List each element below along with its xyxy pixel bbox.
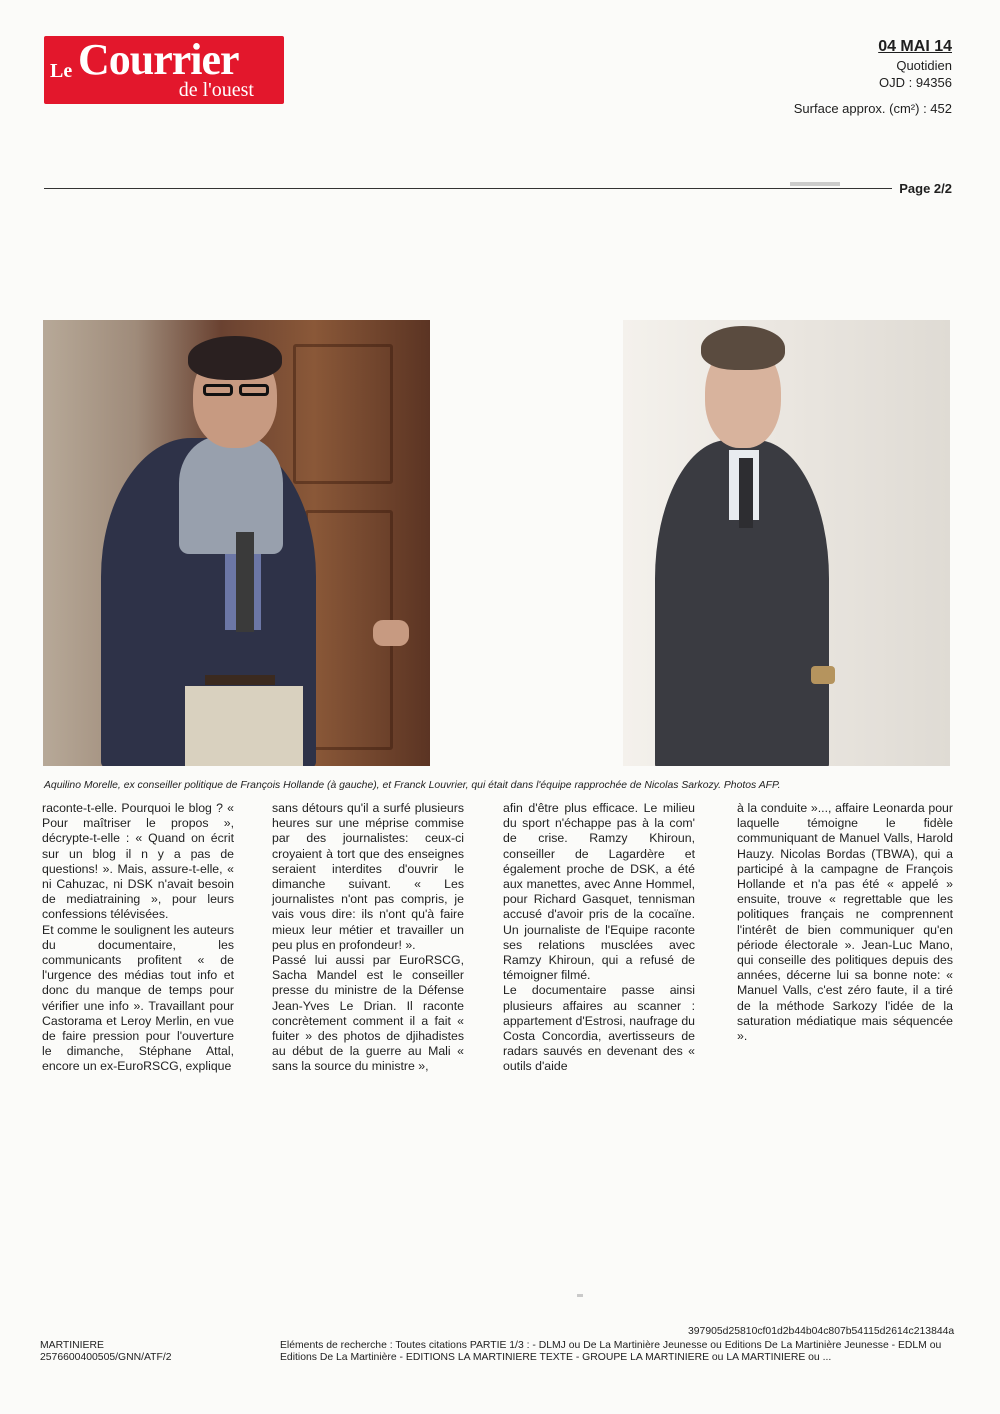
photo-gutter [430, 320, 623, 766]
document-hash: 397905d25810cf01d2b44b04c807b54115d2614c213844a [688, 1326, 955, 1337]
logo-suffix: de l'ouest [178, 79, 254, 101]
article-column-3 [503, 801, 695, 1075]
client-reference: 2576600400505/GNN/ATF/2 [40, 1352, 172, 1363]
photo-franck-louvrier [623, 320, 950, 766]
publication-frequency: Quotidien [896, 58, 952, 73]
article-column-1 [42, 801, 234, 1075]
logo-name: Courrier [78, 35, 239, 84]
photo-aquilino-morelle [43, 320, 430, 766]
search-terms: Eléments de recherche : Toutes citations PARTIE 1/3 : - DLMJ ou De La Martinière Jeunesse ou Editions De La Martinière Jeunesse - EDLM ou Editions De La Martinière - EDITIONS LA MARTINIERE TEXTE - GROUPE LA MARTINIERE ou LA MARTINIERE ou ... [280, 1340, 942, 1363]
article-column-4 [737, 801, 953, 1044]
client-info [40, 1340, 172, 1364]
publication-date: 04 MAI 14 [878, 38, 952, 55]
publication-meta [794, 38, 952, 117]
photo-caption: Aquilino Morelle, ex conseiller politique de François Hollande (à gauche), et Franck Louvrier, qui était dans l'équipe rapprochée de Nicolas Sarkozy. Photos AFP. [44, 780, 781, 791]
ojd-count: OJD : 94356 [879, 75, 952, 90]
paragraph: Le documentaire passe ainsi plusieurs affaires au scanner : appartement d'Estrosi, naufrage du Costa Concordia, avertisseurs de radars sauvés en devenant des « outils d'aide [503, 983, 695, 1074]
paragraph: raconte-t-elle. Pourquoi le blog ? « Pour maîtriser le propos », décrypte-t-elle : « Quand on écrit sur un blog il n y a pas de questions! ». Mais, assure-t-elle, « ni Cahuzac, ni DSK n'avait besoin de mediatraining », pour leurs confessions télévisées. [42, 801, 234, 922]
surface-area: Surface approx. (cm²) : 452 [793, 101, 952, 116]
client-name: MARTINIERE [40, 1340, 104, 1351]
paragraph: Passé lui aussi par EuroRSCG, Sacha Mandel est le conseiller presse du ministre de la Défense Jean-Yves Le Drian. Il raconte concrètement comment il a fait « fuiter » des photos de djihadistes au début de la guerre au Mali « sans la source du ministre », [272, 953, 464, 1074]
paragraph: sans détours qu'il a surfé plusieurs heures sur une méprise commise par des journalistes: ceux-ci croyaient à tort que des enseignes seraient interdites d'ouvrir le dimanche suivant. « Les journalistes n'ont pas compris, je vais vous dire: ils n'ont qu'à faire mieux leur métier et travailler un peu plus en profondeur! ». [272, 801, 464, 952]
scan-mark [790, 182, 840, 186]
scan-speck [577, 1294, 583, 1297]
paragraph: afin d'être plus efficace. Le milieu du sport n'échappe pas à la com' de crise. Ramzy Khiroun, conseiller de Lagardère et également proche de DSK, a été aux manettes, avec Anne Hommel, pour Richard Gasquet, tennisman accusé d'avoir pris de la cocaïne. Un journaliste de l'Equipe raconte ses relations musclées avec Ramzy Khiroun, qui a refusé de témoigner filmé. [503, 801, 695, 983]
paragraph: à la conduite »..., affaire Leonarda pour laquelle témoigne le fidèle communiquant de Manuel Valls, Harold Hauzy. Nicolas Bordas (TBWA), qui a participé à la campagne de François Hollande et n'a pas été « appelé » ensuite, trouve « regrettable que les politiques français ne comprennent l'intérêt de bien communiquer qu'en période électorale ». Jean-Luc Mano, qui conseille des politiques depuis des années, décerne lui sa bonne note: « Manuel Valls, c'est zéro faute, il a tiré de la méthode Sarkozy l'idée de la saturation médiatique mais séquencée ». [737, 801, 953, 1044]
newspaper-logo [44, 36, 284, 104]
logo-prefix: Le [50, 60, 73, 82]
paragraph: Et comme le soulignent les auteurs du documentaire, les communicants profitent « de l'urgence des médias tout info et donc du manque de temps pour vérifier une info ». Travaillant pour Castorama et Leroy Merlin, en vue de faire pression pour l'ouverture le dimanche, Stéphane Attal, encore un ex-EuroRSCG, explique [42, 922, 234, 1074]
page-number: Page 2/2 [899, 181, 952, 196]
header-divider [44, 188, 892, 189]
article-column-2 [272, 801, 464, 1075]
